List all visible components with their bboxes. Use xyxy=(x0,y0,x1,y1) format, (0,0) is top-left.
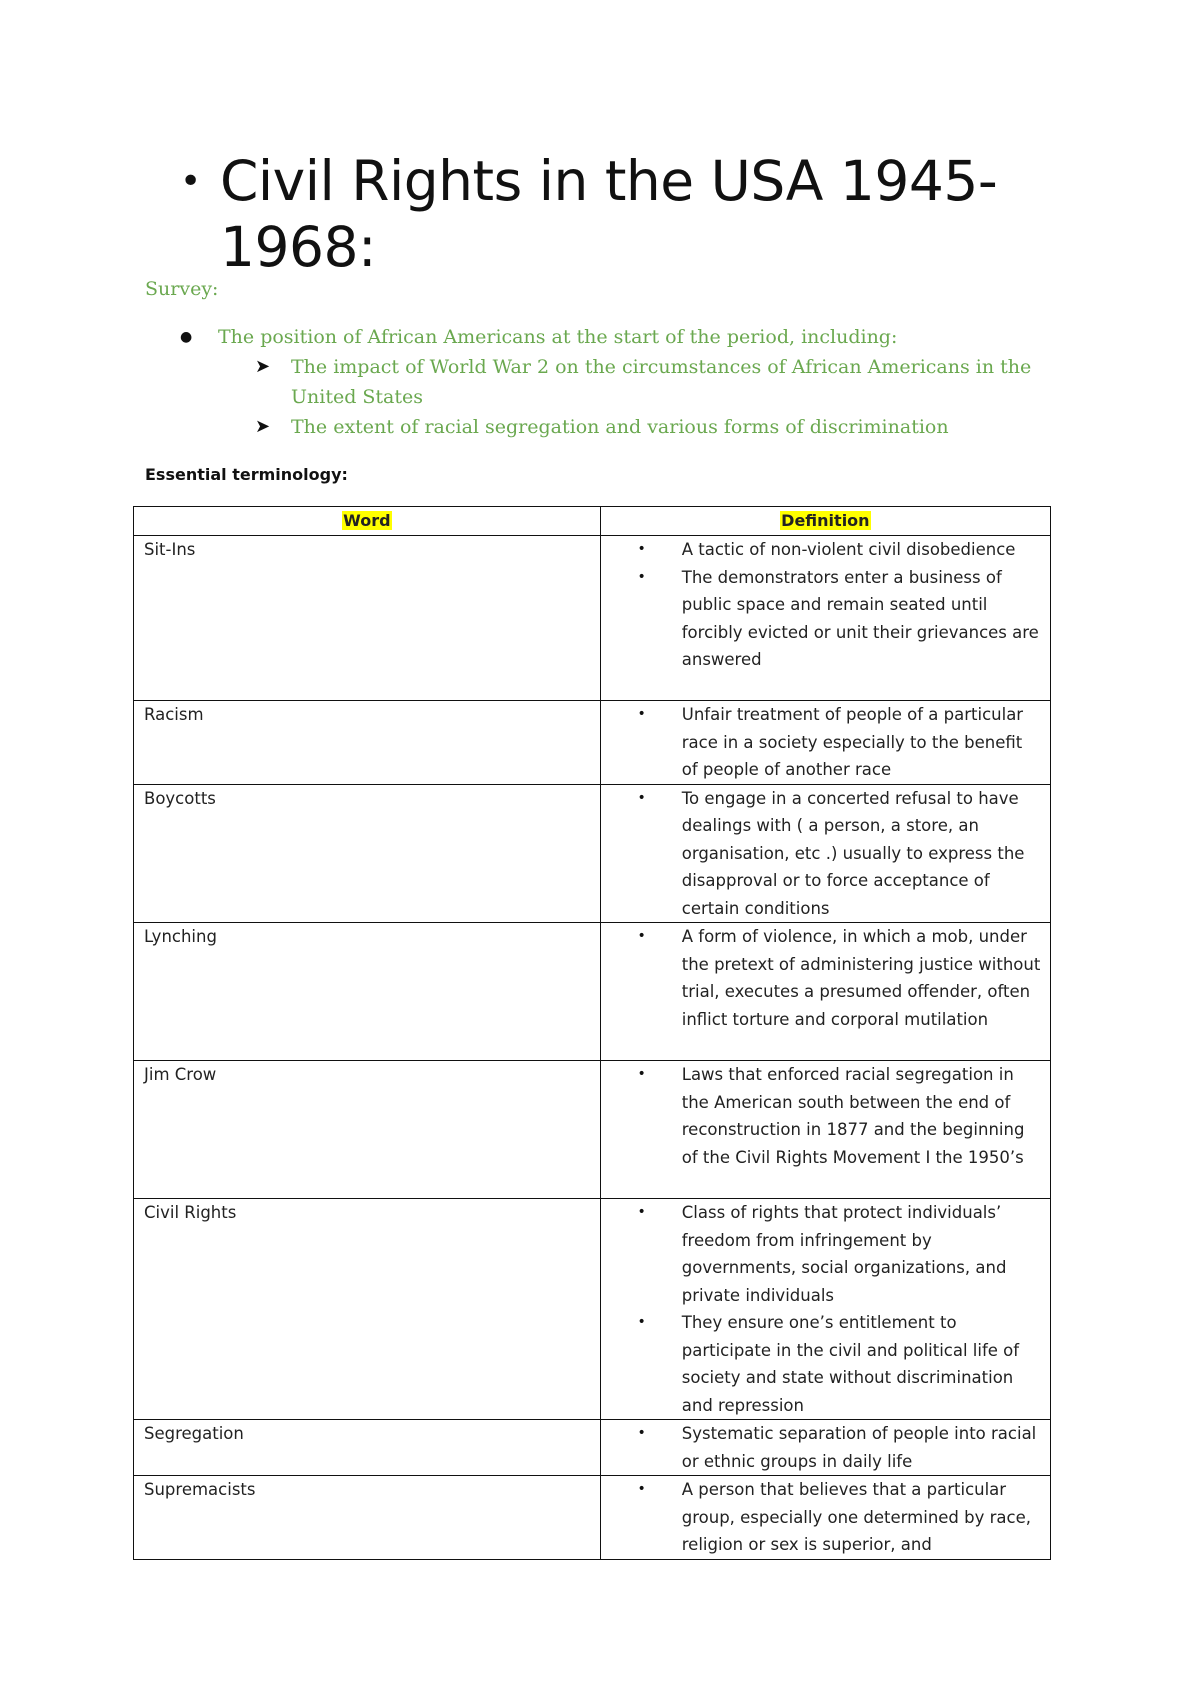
header-definition xyxy=(600,507,1050,536)
bullet-dot-icon: • xyxy=(637,568,646,585)
list-item xyxy=(601,1061,1050,1171)
table-body xyxy=(134,536,1051,1560)
table-row xyxy=(134,1061,1051,1199)
bullet-dot-icon: • xyxy=(637,928,646,944)
page-title xyxy=(180,148,1040,280)
table-row xyxy=(134,1476,1051,1560)
bullet-dot-icon: • xyxy=(637,706,646,722)
term-word-cell xyxy=(134,784,601,923)
term-word: Lynching xyxy=(144,927,217,946)
table-row xyxy=(134,923,1051,1061)
survey-main-text: The position of African Americans at the start of the period, including: xyxy=(218,326,898,348)
list-item xyxy=(601,1199,1050,1309)
definition-text: They ensure one’s entitlement to participate in the civil and political life of society and state without discrimination and repression xyxy=(681,1313,1020,1415)
list-item xyxy=(601,1476,1050,1559)
term-word-cell xyxy=(134,1476,601,1560)
definition-text: A tactic of non-violent civil disobedience xyxy=(681,540,1016,559)
list-item xyxy=(601,564,1050,674)
definition-text: To engage in a concerted refusal to have dealings with ( a person, a store, an organisation, etc .) usually to express the disapproval or to force acceptance of certain conditions xyxy=(681,788,1025,918)
definition-list xyxy=(601,1199,1050,1419)
term-word: Supremacists xyxy=(144,1480,256,1499)
term-word-cell xyxy=(134,1199,601,1420)
term-word-cell xyxy=(134,536,601,701)
term-word-cell xyxy=(134,1061,601,1199)
arrow-bullet-icon: ➤ xyxy=(255,416,271,437)
table-row xyxy=(134,784,1051,923)
table-header-row xyxy=(134,507,1051,536)
bullet-dot-icon: • xyxy=(637,1204,646,1220)
terminology-table xyxy=(133,506,1051,1560)
bullet-dot-icon: • xyxy=(637,1314,646,1330)
definition-list xyxy=(601,923,1050,1033)
term-definition-cell xyxy=(600,1420,1050,1476)
definition-text: Systematic separation of people into racial or ethnic groups in daily life xyxy=(681,1424,1037,1471)
term-definition-cell xyxy=(600,701,1050,785)
terminology-label: Essential terminology: xyxy=(145,465,348,484)
term-definition-cell xyxy=(600,1061,1050,1199)
survey-list xyxy=(145,322,1065,442)
arrow-bullet-icon: ➤ xyxy=(255,356,271,377)
term-definition-cell xyxy=(600,1199,1050,1420)
survey-label: Survey: xyxy=(145,278,219,300)
definition-list xyxy=(601,1476,1050,1559)
title-line-2: 1968: xyxy=(220,215,377,279)
term-word: Boycotts xyxy=(144,788,216,808)
term-definition-cell xyxy=(600,923,1050,1061)
term-definition-cell xyxy=(600,1476,1050,1560)
title-bullet: • xyxy=(180,161,202,202)
term-word: Sit-Ins xyxy=(144,540,196,559)
bullet-dot-icon: • xyxy=(637,541,646,557)
term-definition-cell xyxy=(600,784,1050,923)
term-definition-cell xyxy=(600,536,1050,701)
definition-text: A person that believes that a particular group, especially one determined by race, religion or sex is superior, and xyxy=(681,1480,1031,1554)
definition-text: Laws that enforced racial segregation in the American south between the end of reconstruction in 1877 and the beginning of the Civil Rights Movement I the 1950’s xyxy=(681,1065,1025,1167)
bullet-dot-icon: ● xyxy=(180,329,193,345)
survey-sub-text: The impact of World War 2 on the circumstances of African Americans in the United States xyxy=(291,356,1032,408)
definition-list xyxy=(601,701,1050,784)
table-row xyxy=(134,536,1051,701)
definition-list xyxy=(601,536,1050,674)
definition-text: Class of rights that protect individuals’ freedom from infringement by governments, social organizations, and private individuals xyxy=(681,1203,1007,1305)
bullet-dot-icon: • xyxy=(637,1481,646,1497)
definition-list xyxy=(601,785,1050,923)
table-row xyxy=(134,701,1051,785)
term-word: Civil Rights xyxy=(144,1203,237,1222)
bullet-dot-icon: • xyxy=(637,1425,646,1441)
term-word: Segregation xyxy=(144,1424,244,1443)
definition-text: The demonstrators enter a business of public space and remain seated until forcibly evicted or unit their grievances are answered xyxy=(681,567,1039,669)
list-item xyxy=(601,923,1050,1033)
survey-sub-item xyxy=(145,412,1065,442)
survey-main-item xyxy=(145,322,1065,352)
definition-text: A form of violence, in which a mob, under the pretext of administering justice without trial, executes a presumed offender, often inflict torture and corporal mutilation xyxy=(681,927,1041,1029)
table-row xyxy=(134,1420,1051,1476)
term-word-cell xyxy=(134,701,601,785)
term-word-cell xyxy=(134,923,601,1061)
header-definition-label: Definition xyxy=(781,511,870,530)
list-item xyxy=(601,1309,1050,1419)
list-item xyxy=(601,785,1050,923)
survey-sub-item xyxy=(145,352,1065,412)
term-word-cell xyxy=(134,1420,601,1476)
term-word: Racism xyxy=(144,705,204,724)
bullet-dot-icon: • xyxy=(637,1066,646,1082)
list-item xyxy=(601,536,1050,564)
definition-list xyxy=(601,1420,1050,1475)
list-item xyxy=(601,1420,1050,1475)
list-item xyxy=(601,701,1050,784)
survey-sub-text: The extent of racial segregation and various forms of discrimination xyxy=(291,416,949,438)
title-line-1: Civil Rights in the USA 1945- xyxy=(220,149,998,213)
header-word-label: Word xyxy=(343,511,391,530)
bullet-dot-icon: • xyxy=(637,789,646,806)
definition-text: Unfair treatment of people of a particular race in a society especially to the benefit of people of another race xyxy=(681,705,1024,779)
title-text xyxy=(220,148,997,280)
table-row xyxy=(134,1199,1051,1420)
header-word xyxy=(134,507,601,536)
term-word: Jim Crow xyxy=(144,1065,217,1084)
definition-list xyxy=(601,1061,1050,1171)
